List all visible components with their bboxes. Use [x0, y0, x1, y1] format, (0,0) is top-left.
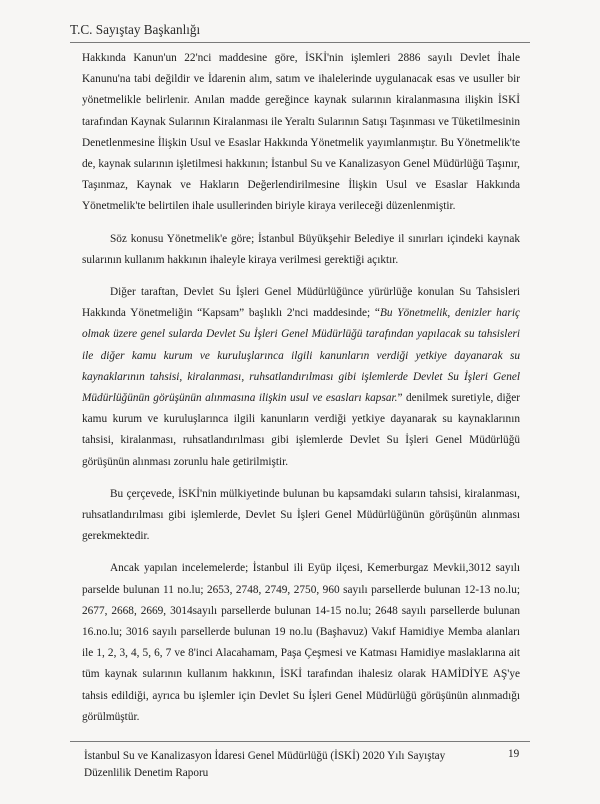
paragraph-3 — [82, 282, 520, 473]
paragraph-5: Ancak yapılan incelemelerde; İstanbul ili Eyüp ilçesi, Kemerburgaz Mevkii,3012 sayılı parselde bulunan 11 no.lu; 2653, 2748, 2749, 2750, 960 sayılı parsellerde bulunan 12-13 no.lu; 2677, 2668, 2669, 3014sayılı parsellerde bulunan 14-15 no.lu; 2648 sayılı parsellerde bulunan 16.no.lu; 3016 sayılı parsellerde bulunan 19 no.lu (Başhavuz) Vakıf Hamidiye Memba alanları ile 1, 2, 3, 4, 5, 6, 7 ve 8'inci Alacahamam, Paşa Çeşmesi ve Katması Hamidiye maslaklarına ait tüm kaynak sularının kullanım hakkının, İSKİ tarafından ihalesiz olarak HAMİDİYE AŞ'ye tahsis edildiği, ayrıca bu işlemler için Devlet Su İşleri Genel Müdürlüğü görüşünün alınmadığı görülmüştür. — [82, 562, 520, 723]
header-divider — [70, 42, 530, 43]
paragraph-1: Hakkında Kanun'un 22'nci maddesine göre, İSKİ'nin işlemleri 2886 sayılı Devlet İhale Kanunu'na tabi değildir ve İdarenin alım, satım ve ihalelerinde uygulanacak esas ve usuller bir yönetmelikle belirlenir. Anılan madde gereğince kaynak sularının kiralanmasına ilişkin İSKİ tarafından Kaynak Sularının Kiralanması ile Yeraltı Sularının Satışı Taşınması ve Tüketilmesinin Denetlenmesine İlişkin Usul ve Esaslar Hakkında Yönetmelik yayımlanmıştır. Bu Yönetmelik'te de, kaynak sularının işletilmesi hakkının; İstanbul Su ve Kanalizasyon Genel Müdürlüğü Taşınır, Taşınmaz, Kaynak ve Hakların Değerlendirilmesine İlişkin Usul ve Esaslar Hakkında Yönetmelik'te belirtilen ihale usullerinden biriyle kiraya verileceği düzenlenmiştir. — [82, 52, 520, 213]
page-number: 19 — [508, 748, 520, 760]
paragraph-3-conclusion: ” denilmek suretiyle, diğer kamu kurum ve kuruluşlarınca ilgili kanunların verdiği yetkiye dayanarak su kaynaklarının tahsisi, kiralanması, ruhsatlandırılması gibi işlemlerde Devlet Su İşleri Genel Müdürlüğü görüşünün alınması zorunlu hale getirilmiştir. — [82, 392, 521, 468]
paragraph-4: Bu çerçevede, İSKİ'nin mülkiyetinde bulunan bu kapsamdaki suların tahsisi, kiralanması, ruhsatlandırılması gibi işlemlerde, Devlet Su İşleri Genel Müdürlüğünün görüşünün alınması gerekmektedir. — [82, 487, 520, 543]
paragraph-2: Söz konusu Yönetmelik'e göre; İstanbul Büyükşehir Belediye il sınırları içindeki kaynak sularının kullanım hakkının ihaleyle kiraya verilmesi gerektiği açıktır. — [82, 232, 520, 266]
footer-report-title: İstanbul Su ve Kanalizasyon İdaresi Genel Müdürlüğü (İSKİ) 2020 Yılı Sayıştay Düzenlilik Denetim Raporu — [84, 750, 446, 779]
regulation-quote: Bu Yönetmelik, denizler hariç olmak üzere genel sularda Devlet Su İşleri Genel Müdürlüğü tarafından yapılacak su tahsisleri ile diğer kamu kurum ve kuruluşlarınca ilgili kanunların verdiği yetkiye dayanarak su kaynaklarının tahsisi, kiralanması, ruhsatlandırılması gibi işlemlerde Devlet Su İşleri Genel Müdürlüğünün görüşünün alınmasına ilişkin usul ve esasları kapsar. — [82, 307, 520, 405]
page-header-title: T.C. Sayıştay Başkanlığı — [70, 22, 201, 37]
footer-divider — [70, 741, 530, 742]
document-body — [82, 48, 520, 739]
paragraph-3-intro: Diğer taraftan, Devlet Su İşleri Genel Müdürlüğünce yürürlüğe konulan Su Tahsisleri Hakkında Yönetmeliğin “Kapsam” başlıklı 2'nci maddesinde; “ — [82, 286, 520, 320]
